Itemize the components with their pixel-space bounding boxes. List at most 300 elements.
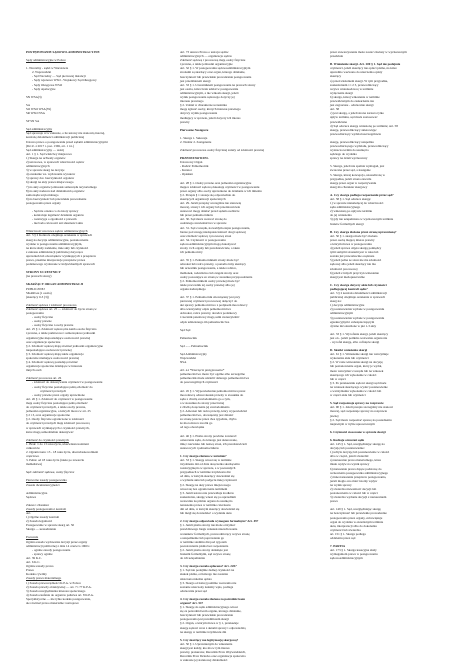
text-line: Art. 33 § 1. Uczestnikiem postępowania na prawach strony (180, 82, 256, 87)
text-line: imię i nazwisko lub nazwę stron, ich przedstawicieli (180, 441, 247, 446)
text-line: 5. Sąd rozpoznaje sprawy na rozprawie (330, 401, 384, 406)
text-line: jednostki organizacyjne, o których mowa w art. 25 (26, 409, 91, 414)
text-line: c) jest skargą, a jeżeli strona zarzuca tylko (330, 111, 384, 116)
text-line: rozstrzygnięcia w sprawie, a w pozostałych (180, 466, 236, 471)
text-line: o wydaniu aktu lub podjęciu innej czynności (180, 478, 238, 483)
text-line: trzydziestu dni od dnia doręczenia skarżącemu (180, 462, 240, 467)
text-line: wydane w postępowaniu administracyjnym, (26, 241, 83, 246)
text-line: Sąd administracyjny (26, 127, 53, 132)
text-line: na bezczynność lub przewlekłe prowadzenie (330, 511, 387, 516)
text-line: - Kurator (180, 168, 192, 173)
text-line: skarg ma charakter skargowy (330, 184, 368, 189)
text-line: zdolności procesowej (330, 266, 358, 271)
text-line: skarżących organizacji społecznych (180, 196, 226, 201)
text-line: wznowienia postępowania administracyjnego (330, 470, 389, 475)
text-line: brakami formalnymi, sąd wzywa stronę (180, 552, 231, 557)
text-line: Ogólne zasady prawa (26, 564, 54, 569)
text-line: Art. 33 § 1. Wycofanie skargi, jeżeli skarżący (330, 331, 389, 336)
text-line: wyznacza termin do usunięcia (330, 148, 369, 153)
text-line: do jej wniesienia (330, 213, 352, 218)
text-line: skarżącego ich wykonanie w całości (330, 372, 377, 377)
text-line: podlegającej kontroli sądu? (330, 286, 368, 291)
text-line: § 3. Jeżeli ustawa nie przewiduje środków (180, 490, 234, 495)
text-line: postępowania przez organy (26, 200, 61, 205)
text-line: Sąd: zdolność sądowa, osoby fizyczne (26, 470, 75, 475)
text-line: jest przedmiotem skargi (180, 78, 211, 83)
text-line: Art. 26 § 1. Zdolność do czynności w postępowaniu (26, 396, 93, 401)
text-line: § 3. Po przekazaniu sądowi skargi sąd może (330, 380, 387, 385)
text-line: a w stosunku do strony przeciwnej (180, 400, 225, 405)
text-line: § 2. Jeżeli pismo strony dotknięte jest (180, 547, 229, 552)
text-line: 1. Skarga 1. Sukcesja (180, 135, 208, 140)
text-line: - osoby fizyczne (32, 315, 54, 320)
text-line: częściowo (26, 454, 40, 459)
text-line: wnosi się bez ograniczenia terminem (180, 486, 228, 491)
text-line: 1) decyzje administracyjne (330, 303, 365, 308)
text-line: w części aktu lub czynności (330, 393, 366, 398)
text-line: Zdolność sądowa i zdolność procesowa (26, 302, 77, 307)
text-line: skarg na decyzje administracyjne, postanowienia (26, 237, 89, 242)
text-line: 4) inne niż określone w pkt 1-3 akty (330, 323, 377, 328)
text-line: ale również prawo materialne i ustrojowe (26, 600, 79, 605)
text-line: przedziale (330, 54, 344, 59)
text-line: może wstrzymać z urzędu lub na wniosek (330, 368, 384, 373)
text-line: skargę sądowi wraz z aktami sprawy i odpowiedzią (180, 625, 246, 630)
text-line: 3) stwierdza wydanie decyzji z naruszeniem (330, 495, 387, 500)
text-line: SO WSO WSA(3S) (26, 106, 52, 111)
text-line: przypadkach w terminie trzydziestu dni (180, 470, 231, 475)
text-line: 1) w sprawie nienależącej do właściwości (330, 201, 384, 206)
text-line: § 2. Przepis § 1 stosuje się odpowiednio do (180, 192, 236, 197)
text-line: § 2. Pełnomocnikiem osoby prawnej może być (180, 278, 240, 283)
text-line: przez osobę mającą interes prawny (330, 237, 375, 242)
text-line: - nie bada celowości ani słuszności aktu (32, 221, 83, 226)
text-line: skarżący (330, 74, 342, 79)
text-line: 2. Czy skarga odpowiada wymogom formalnym? Art. 49? (180, 519, 259, 524)
text-line: małżeństwa) (26, 462, 43, 467)
text-line: § 1. Jeżeli pismo strony nie może otrzymać (180, 523, 236, 528)
text-line: Zasada dwuinstancyjności (26, 482, 60, 487)
text-line: - zdolność do dokonywania czynności w postępowaniu (32, 380, 103, 385)
text-line: 1. Brak: ≤ do 13 roku życia, ubezwłasnowolnieni (26, 441, 89, 446)
text-line: adwokat lub radca prawny, a ponadto inny skarżący (180, 262, 246, 267)
text-line: 2) ustawowe, w sprawach właściwości sądów (26, 159, 85, 164)
text-line: organ do wydania w określonym terminie (330, 519, 384, 524)
text-line: przewidzianym do zaskarżenia nie (330, 99, 374, 104)
text-line: Art. 37 § 1. Pełnomocnik obowiązany jest przy (180, 294, 241, 299)
text-line: Sąd ...... Pełnomocnik (180, 343, 208, 348)
text-line: 6) jeżeli z innych przyczyn wniesienie (330, 270, 379, 275)
text-line: 8) na akty nadzoru nad działalnością organów (26, 188, 85, 193)
text-line: 6) skargi na akty prawa miejscowego (26, 180, 74, 185)
text-line: przewodniczący wydział uszczegóławia (330, 131, 381, 136)
text-line: Art. 173 § 1. Skarga kasacyjna służy (330, 548, 377, 553)
text-line: warunków formalnych, przewodniczący wzywa stronę (180, 531, 250, 536)
text-line: mocodawcę odnosi skutek prawny w stosunku do (180, 392, 244, 397)
text-line: Art. 6 K.C. (26, 560, 41, 565)
text-line: Zdolność sądową i procesową mają osoby fizyczne (180, 58, 246, 63)
text-line: § 2. Adwokat lub radca prawny, który wypowiedział (180, 409, 247, 414)
text-line: oddaleniu przez sąd (330, 536, 356, 541)
text-line: pełnomocnictwo, obowiązany jest działać (180, 413, 234, 418)
text-line: SR WSO NSA (26, 111, 45, 116)
text-line: Prawo (26, 568, 35, 573)
text-line: wykonania aktu lub czynności (330, 356, 369, 361)
text-line: o uzupełnienie lub poprawienie go (180, 535, 225, 540)
text-line: do poszczególnych czynności (180, 380, 218, 385)
text-line: 1) uchyla decyzję lub postanowienie w całości (330, 450, 390, 455)
text-line: Adwokat, radca prawny, doradca podatkowy (180, 311, 237, 316)
text-line: - Sąd nie orzeka co do istoty sprawy (32, 209, 79, 213)
text-line: 1. Naczelny - sądzi w Warszawie (26, 66, 69, 71)
text-line: § 2. Skargę na akty prawa miejscowego (180, 482, 231, 487)
text-line: 3) gdy nie uzupełniono w wyznaczonym terminie (330, 217, 394, 222)
text-line: zwracana przez sąd, a następnie (330, 168, 371, 173)
text-line: Art. 145 § 1. Sąd, uwzględniając skargę na (330, 441, 385, 446)
text-line: na wynik sprawy (330, 482, 352, 487)
text-line: (skarżący 0-3 (3)) (26, 294, 49, 299)
text-line: - Sądy Apelacyjne (32, 86, 56, 91)
text-line: oraz organizacje społeczne (26, 339, 61, 344)
text-line: i rzecznik patentowy mogą sami uwierzytelnić (180, 315, 240, 320)
text-line: Kodeks cywilny (26, 572, 47, 577)
text-line: w sprawach wynikających z czynności prawnych, (26, 425, 90, 430)
text-line: 3) w sprawie skarg na decyzje (26, 168, 65, 173)
text-line: Art. 31. Sąd z urzędu, na każdym etapie postępowania, (180, 225, 251, 230)
text-line: A. Czy skarga podlega rozpoznaniu przez sąd? (330, 192, 394, 197)
text-line: B. Czy skarga złożona przez stronę uprawnioną? (330, 229, 397, 234)
text-line: Art. 61 § 1. Wniesienie skargi nie wstrzymuje (330, 352, 389, 357)
text-line: bezczynność lub przewlekłe prowadzenie postępowania (180, 74, 252, 79)
text-line: C. Czy skarga dotyczy aktu lub czynności (330, 282, 387, 287)
text-line: SN WSA(3) (26, 94, 42, 99)
text-line: przez stowarzyszenie może zostać złożony w wyznaczonym (330, 50, 407, 54)
text-line: Skarga — uzasadnienie (26, 527, 57, 532)
text-line: mające zdolność sądową dokonują czynności w postępowaniu (180, 184, 260, 189)
text-line: SA (26, 102, 31, 107)
text-line: SKARGA (1 osoba) (26, 290, 52, 295)
right-text-column (330, 50, 466, 560)
left-text-column (26, 50, 162, 630)
text-line: prawidłowego biegu wskutek niezachowania (180, 527, 238, 532)
text-line: 1) Zasada praworządności K.P.A. w Polsce (26, 580, 81, 585)
text-line: społeczne niemające osobowości prawnej (26, 356, 80, 360)
text-line: 4) orzekanie ws. wydawania wyroków (26, 172, 76, 177)
text-line: Ogólna zasada wydawania decyzji przez organy (26, 539, 88, 544)
text-line: pozostawienia pisma bez rozpoznania (180, 543, 229, 548)
text-line: (na prawach strony) (26, 274, 52, 279)
text-line: organizacje społeczne działające w interesie (26, 364, 83, 369)
text-line: Art. 25 § 1. Zdolność sądową ma każda osoba fizyczna (26, 327, 97, 332)
text-line: 3. Czy skarga została opłacona? Art. 220? (180, 564, 237, 569)
text-line: 3) Zasada uwzględniania interesu społecznego (26, 588, 86, 593)
text-line: czynności lub stwierdza (330, 527, 361, 532)
text-line: albo w części, jeżeli stwierdzi: (330, 454, 370, 459)
text-line: oraz zdolność sądową i procesową stron (180, 233, 232, 238)
text-line: Art. 3 § 2 kontrola działalności administracji (330, 290, 388, 295)
text-line: mogą zgłosić osoby, których interesu prawnego (180, 107, 241, 112)
text-line: administracyjnych — organizacja sądów (180, 54, 232, 59)
text-line: do ich uzupełnienia (180, 556, 205, 561)
text-line: wzywa wnioskodawcę w terminie (330, 86, 374, 91)
text-line: - kontroluje legalność działania organów (32, 213, 84, 218)
text-line: § 2 i 3, oraz organizacje społeczne (26, 413, 70, 418)
middle-text-column (180, 50, 316, 663)
text-line: decyzję lub postanowienie: (330, 446, 365, 451)
text-line: c) inne naruszenie przepisów postępowania, (330, 474, 387, 479)
text-line: wynik postępowania sądowego dotyczy jej (180, 95, 235, 100)
text-line: przez organy albo osoby uprawnione do działania w ich imieniu (180, 188, 262, 193)
text-line: miało wpływ na wynik sprawy (330, 462, 370, 467)
text-line: 9) na bezczynność lub przewlekłe prowadzenie (26, 196, 87, 201)
text-line: sądowoadministracyjnym mogą dokonywać (180, 241, 237, 246)
text-line: postępowaniu (26, 310, 44, 315)
text-line: Pełnomocnik (180, 335, 197, 340)
text-line: - Opiekun (180, 172, 193, 177)
text-line: Ustawowy Organ (180, 160, 203, 165)
text-line: skarg na: (330, 299, 342, 304)
text-line: 5. Czy skarżący ma legitymację skargową? (180, 637, 239, 642)
text-line: ustawowi mogą działać przed sądem osobiście (180, 209, 240, 214)
text-line: 7. PARTIA (330, 544, 346, 549)
text-line: skargi jest każdy, kto ma w tym interes (180, 645, 230, 650)
text-line: - Rodzic Pełnomocnik (180, 164, 209, 169)
text-line: akt sprawy pełnomocnictwo z podpisem mocodawcy (180, 303, 248, 308)
text-line: osoby pozostające ze stroną w stosunku przysposobienia (180, 274, 253, 279)
text-line: STRONY UCZESTNICY (26, 270, 61, 275)
text-line: 2) stwierdza nieważność decyzji lub (330, 487, 377, 491)
text-line: § 3. Zdolność sądową mają także organizacje (26, 351, 84, 356)
text-line: Art. 58 § 1. Sąd odrzuca skargę: (330, 197, 372, 201)
text-line: od dnia, w którym skarżący dowiedział się (180, 474, 235, 479)
text-line: przewidziane (330, 119, 347, 124)
text-line: całkowicie (26, 445, 40, 450)
text-line: oznaczenie sądu, do którego jest skierowane, (180, 437, 238, 442)
text-line: przewodniczącego wydziału, przewodniczący (330, 143, 389, 148)
text-line: Rzecznik Praw Dziecka oraz organizacja społeczna (180, 654, 246, 659)
text-line: bierze pod uwagę niedopuszczalność drogi sądowej (180, 229, 246, 234)
text-line: 5) jeżeli jedna ze stron nie ma zdolności (330, 258, 382, 263)
text-line: a) przed złożeniem skargi. W tym przypadku, (330, 78, 389, 83)
text-line: - ogólne zasady postępowania (32, 547, 71, 552)
text-line: prawny (180, 119, 190, 124)
text-line: na które służy zażalenie, inne akty lub czynności (26, 245, 89, 250)
text-line: § 4. Zdolność sądową posiadają również (26, 360, 78, 365)
text-line: zostanie uiszczony należny wpis, podlega (180, 584, 234, 589)
text-line: że mocodawca zwolni go (180, 421, 213, 426)
text-line: w zakresie jej statutowej działalności (180, 658, 228, 663)
text-line: Sąd sprawuje w/w zakresie, o ile ustawy nie stanowią inaczej, (26, 131, 106, 136)
text-line: Zdolność do czynności prawnych (26, 437, 69, 442)
text-line: o którym mowa w postępowaniu (330, 241, 372, 246)
text-line: sędziego do wydania (330, 152, 357, 157)
text-line: osobistego stawiennictwa w sprawie (180, 221, 227, 226)
text-line: Zdolność procesowa osoby fizycznej zależy od zdolności prawnej (180, 147, 265, 152)
text-line: dni od dnia, w którym skarżący dowiedział się (180, 507, 240, 512)
text-line: wezwaniu na piśmie organu do usunięcia (180, 498, 233, 503)
text-line: skargę przez organ w rozpatrywaniu (330, 180, 377, 185)
text-line: Art. 45 § 1. Wypowiedzenie pełnomocnictwa przez (180, 388, 246, 393)
text-line: mają osoby fizyczne posiadające pełną zdolność (26, 400, 88, 405)
text-line: 6. Czynności stosowane w sprawie skargi (330, 429, 386, 434)
text-line: Sąd administracyjny — ustrój (26, 147, 65, 152)
text-line: Art. 73 ustawa Prawo o ustroju sądów (180, 50, 229, 54)
text-line: braków formalnych skargi (330, 221, 364, 226)
text-line: PUBLICZNEJ (26, 286, 45, 291)
text-line: lub mógł się dowiedzieć o wydaniu aktu (180, 511, 232, 516)
text-line: inaczej, sąd rozpoznaje sprawy na rozprawie (330, 409, 387, 414)
text-line: o wstrzymaniu wykonania w całości lub (330, 389, 382, 394)
text-line: innych osób (26, 368, 42, 373)
text-line: 2) postanowienia wydane w postępowaniu (330, 307, 385, 312)
text-line: 2) wniesioną po upływie terminu (330, 209, 373, 214)
text-line: skutek pisma, od którego nie zostanie (180, 572, 228, 577)
text-line: Art. 32 § 1. W postępowaniu sądowoadministracyjnym (180, 66, 251, 71)
text-line: d) Sąd odrzuca skargę wniesioną po terminie; Art. 58 (330, 123, 398, 128)
text-line: - osoby prawne (32, 319, 52, 324)
text-line: Specjalistyczne — nie tylko kodeks postępowania, (26, 596, 91, 601)
text-line: Właściwość rzeczowa sądów administracyjnych (26, 229, 88, 234)
text-line: postępowania przez organy, zobowiązuje (330, 515, 383, 520)
text-line: - osoby fizyczne i osoby prawne (32, 323, 74, 328)
text-line: Zasady prawa materialnego (26, 576, 62, 581)
text-line: sądowej albo jeżeli skarżący nie ma (330, 262, 376, 267)
text-line: lub przez pełnomocników (180, 213, 214, 218)
text-line: albo wierzytelny odpis pełnomocnictwa (180, 307, 231, 312)
text-line: wymaganiom prawa w postępowaniu (330, 552, 378, 557)
text-line: z zakresu administracji publicznej dotyczące (26, 249, 83, 254)
text-line: Art. (26, 511, 32, 515)
text-line: § 1. Skargę do sądu administracyjnego wnosi (180, 605, 238, 610)
text-line: w terminie siedmiu dni pod rygorem (180, 539, 227, 544)
text-line: Wojewódzki (180, 356, 197, 360)
text-line: Art. 39 K.C. (26, 555, 42, 560)
text-line: zaskarżeniem 1 i 2 3, przewodniczący (330, 82, 379, 87)
text-line: inaczej, strony i ich organy lub przedstawiciele (180, 205, 241, 210)
text-line: Art. 3 § 2 Kontrola obejmuje orzekanie w sprawach (26, 233, 93, 238)
text-line: - Sądy rejonowe WSO - Wojskowy Sąd Okręgowy (32, 78, 97, 83)
text-line: § 2. Udział w charakterze uczestnika (180, 103, 227, 108)
text-line: się za pośrednictwem organu, którego działanie, (180, 609, 242, 614)
text-line: organu nadrzędnego (180, 286, 206, 291)
text-line: Art. 30. Sąd może wezwać stronę do (180, 217, 227, 222)
text-line: Art. 50 § 1. skarga może być złożona (330, 233, 378, 238)
text-line: § 2. Organ, o którym mowa w § 1, przekazuje (180, 621, 239, 626)
text-line: podatkowego wydawane w indywidualnych sprawach (26, 262, 95, 267)
text-line: skargę, przewodniczący uzupełnia (330, 139, 374, 144)
text-line: (Dz.U. z 2017 r. poz. 1369, art. 1 i n.) (26, 143, 74, 148)
text-line: 2) Zasada prawdy obiektywnej — art. 7 i 77 K.P.A. (26, 584, 92, 589)
text-line: przypadku, jeżeli strona zawarła (330, 176, 372, 181)
text-line: Pozostałe (26, 535, 39, 540)
text-line: kontrolę działalności administracji publicznej (26, 135, 85, 140)
text-line: - rozstrzyga o zgodności z prawem (32, 217, 77, 222)
text-line: publicznej obejmuje orzekanie w sprawach (330, 295, 386, 300)
text-line: Zdolność sądowa art. 25 — zdolność do bycia stroną w (26, 306, 97, 311)
text-line: POSTĘPOWANIE SĄDOWO-ADMINISTRACYJNE (26, 50, 100, 54)
text-line: 2. Ograniczona: 13 - 18 roku życia, ubezwłasnowolnieni (26, 449, 99, 454)
text-line: została już prawomocnie osądzona (330, 254, 375, 259)
text-line: 5. Skarga, jeżeli nie spełnia wymagań, jest (330, 164, 385, 169)
text-line: 3) postanowienia wydane w postępowaniu (330, 315, 385, 320)
text-line: Administracyjna (26, 490, 48, 495)
text-line: administracji publicznej z dnia 14 czerwca 1960 r. (26, 543, 91, 548)
text-line: § 2. Osoby fizyczne ograniczone w zdolności (26, 417, 84, 422)
text-line: - Sąd Naczelny — Sąd pierwszej instancji (32, 74, 86, 79)
text-line: 2. Nadzór 2. Zastąpienie (180, 139, 212, 144)
text-line: samorządu terytorialnego (26, 192, 59, 197)
text-line: lub postanowienie organ, który je wydał, (330, 364, 383, 369)
text-line: Art. 50 § 1. Uprawnionym do wniesienia (180, 641, 233, 646)
text-line: do czynności prawnych, a także osoby prawne, (26, 405, 87, 410)
text-line: SKARŻĄCY ORGAN ADMINISTRACJI (26, 282, 84, 287)
text-line: 2. Wojewódzki (32, 70, 52, 75)
text-line: interesu prawnego (180, 99, 204, 104)
text-line: Art. 46 § 1. Pismo strony powinno zawierać: (180, 433, 238, 438)
text-line: Art. 29. Jeżeli przepisy szczególne nie stanowią (180, 201, 242, 205)
text-line: administracyjnych (26, 164, 50, 169)
text-line: Pierwotne zasady postępowania (26, 478, 67, 483)
text-line: 6. Rodzaje orzeczeń sądu (330, 437, 365, 442)
text-line: 2) Zasada legalności (26, 519, 53, 524)
text-line: od tego obowiązku (180, 425, 205, 430)
text-line: Zasady postępowania i kontroli (26, 506, 67, 511)
text-line: prawa (330, 499, 338, 504)
text-line: 4) Zasada zaufania do organów państwa art. 8 K.P.A. (26, 592, 94, 597)
text-line: strony i ich organy lub przedstawiciele, a także (180, 246, 240, 251)
text-line: Art. 1 § 1. Sąd właściwy miejscowo (26, 151, 73, 156)
text-line: sądu administracyjnego (330, 205, 361, 210)
text-line: 5. Skarga, której koncepcja, uzasadni się w (330, 172, 385, 177)
text-line: Ustawa prawo o postępowaniu przed sądami administracyjnymi (26, 139, 108, 144)
text-line: b) naruszenie prawa dające podstawę do (330, 466, 382, 471)
text-line: SP SN SA (26, 119, 40, 124)
text-line: małżonek, rodzeństwo lub zstępni strony oraz (180, 270, 239, 275)
text-line: Zakres i charakter (26, 502, 50, 507)
text-line: sądu z chwilą zawiadomienia go o tym, (180, 396, 231, 401)
text-line: skargę, przewodniczący skierowując (330, 127, 377, 132)
text-line: art. 151 § 1. Skarga podlega (330, 531, 366, 536)
text-line: czynności prawnych (40, 388, 67, 393)
text-line: organizacyjne nieposiadające osobowości prawnej (26, 335, 91, 340)
text-line: zaskarżenia, skargę wnosi się po uprzednim (180, 494, 236, 499)
text-line: wyłączenia skargi (330, 90, 353, 95)
text-line: uprzednio wezwano do uiszczenia opłaty (330, 70, 383, 75)
text-line: - sprawy ogólne (32, 551, 53, 556)
text-line: uprawnień lub obowiązków wynikających z przepisów (26, 253, 97, 258)
text-line: 1) Ogólne zasady kontroli (26, 515, 60, 520)
text-line: § 2. W razie wniesienia skargi na decyzję (330, 360, 383, 365)
text-line: czynności, jeżeli skarżący nie opłaci pisma, na które (330, 66, 397, 71)
text-line: uiszczona należna opłata (180, 576, 212, 581)
text-line: § 1. Sąd nie podejmie żadnej czynności na (180, 568, 235, 573)
text-line: naruszenia prawa w terminie czternastu (180, 503, 231, 507)
text-line: 4) jeżeli sprawa objęta skargą pomiędzy (330, 246, 382, 251)
text-line: Art. 149 § 1. Sąd, uwzględniając skargę (330, 507, 381, 512)
text-line: jest zagrożone - odrzucenie skargi (330, 103, 374, 108)
text-line: tymi samymi stronami jest w toku lub (330, 250, 379, 255)
text-line: postanowienia w całości lub w części (330, 491, 378, 496)
text-line: Art. 90 § 1. Jeżeli przepis szczególny nie stanowi (330, 405, 394, 410)
text-line: niejawnym w trybie uproszczonym (330, 421, 375, 426)
text-line: Art. 53 § 1. Skargę wnosi się w terminie (180, 457, 232, 462)
text-line: odrzuceniu przez sąd (180, 588, 207, 593)
text-line: 1) Skarga na uchwały organów (26, 155, 66, 160)
text-line: D. Skutki wniesienia skargi (330, 348, 368, 353)
text-line: z chwilą doręczenia jej zawiadomienia (180, 404, 230, 409)
text-line: 7) na akty organów jednostek samorządu terytorialnego (26, 184, 97, 189)
text-line: - Sądy Okręgowe WSO (32, 82, 63, 87)
